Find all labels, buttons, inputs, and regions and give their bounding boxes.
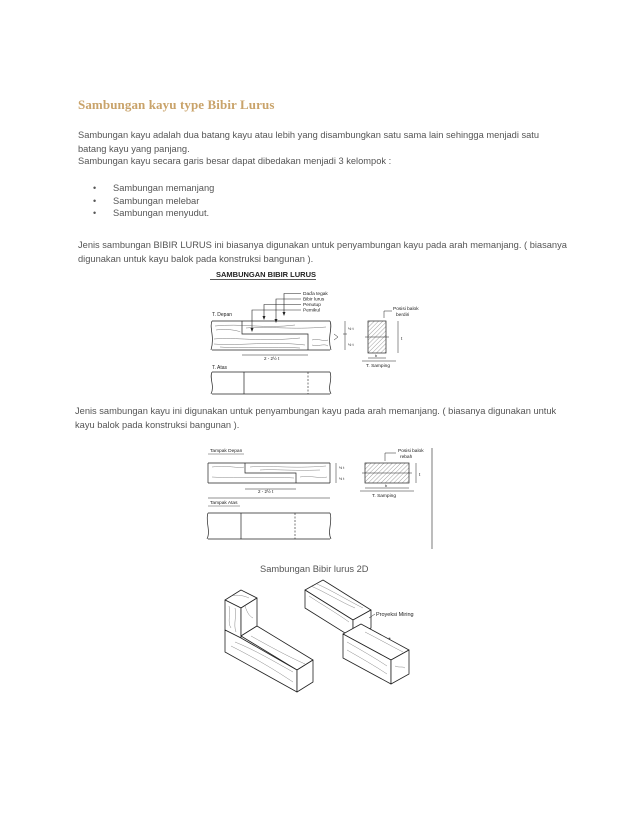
- position-label-line-1: Posisi balok: [398, 449, 424, 454]
- position-label-line-2: berdiri: [396, 313, 410, 318]
- list-item: • Sambungan menyudut.: [78, 207, 214, 220]
- position-label-line-1: Posisi balok: [393, 307, 419, 312]
- callout-penutup: Penutup: [303, 303, 321, 308]
- top-view-label: T. Atas: [212, 365, 228, 371]
- dimension-b: b: [375, 353, 378, 358]
- front-view-label: Tampak Depan: [210, 449, 243, 454]
- dimension-half-t-lower: ½ t: [348, 342, 354, 347]
- dimension-half-t-upper: ½ t: [339, 466, 345, 470]
- figure-bibir-lurus-rebah: [200, 443, 436, 551]
- dimension-half-t-lower: ½ t: [339, 477, 345, 481]
- figure-3-caption: Sambungan Bibir lurus 2D: [260, 564, 369, 574]
- intro-paragraph-1: Sambungan kayu adalah dua batang kayu atau lebih yang disambungkan satu sama lain sehingga menjadi satu batang kayu yang panjang.: [78, 130, 540, 154]
- projection-label: Proyeksi Miring: [376, 612, 414, 618]
- figure-sambungan-bibir-lurus: [200, 266, 425, 401]
- front-view-label: T. Depan: [212, 312, 233, 318]
- callout-pemikul: Pemikul: [303, 308, 321, 314]
- top-view-label: Tampak Atas: [210, 501, 238, 506]
- callout-bibir-lurus: Bibir lurus: [303, 297, 325, 303]
- dimension-length: 2 - 2½ t: [258, 489, 274, 494]
- paragraph-bibir-lurus-1: Jenis sambungan BIBIR LURUS ini biasanya digunakan untuk penyambungan kayu pada arah memanjang. ( biasanya digunakan untuk kayu balok pada konstruksi bangunan ).: [78, 240, 567, 264]
- dimension-length: 2 - 2½ t: [264, 356, 280, 361]
- list-item: • Sambungan memanjang: [78, 182, 214, 195]
- figure-proyeksi-miring: [205, 578, 430, 698]
- list-item: • Sambungan melebar: [78, 195, 214, 208]
- side-view-label: T. Samping: [366, 364, 390, 369]
- side-view-label: T. Samping: [372, 494, 396, 499]
- dimension-half-t-upper: ½ t: [348, 326, 354, 331]
- dimension-b: b: [385, 483, 388, 488]
- page-title: Sambungan kayu type Bibir Lurus: [78, 97, 275, 112]
- position-label-line-2: rebah: [400, 455, 413, 460]
- intro-paragraph-2: Sambungan kayu secara garis besar dapat dibedakan menjadi 3 kelompok :: [78, 156, 392, 166]
- dimension-t: t: [419, 472, 421, 477]
- figure-1-title: SAMBUNGAN BIBIR LURUS: [216, 270, 316, 279]
- callout-dada-tegak: Daďa tegak: [303, 292, 328, 297]
- joint-group-list: [78, 182, 214, 220]
- paragraph-bibir-lurus-2: Jenis sambungan kayu ini digunakan untuk penyambungan kayu pada arah memanjang. ( biasanya digunakan untuk kayu balok pada konstruksi bangunan ).: [75, 406, 557, 430]
- dimension-t: t: [401, 336, 403, 341]
